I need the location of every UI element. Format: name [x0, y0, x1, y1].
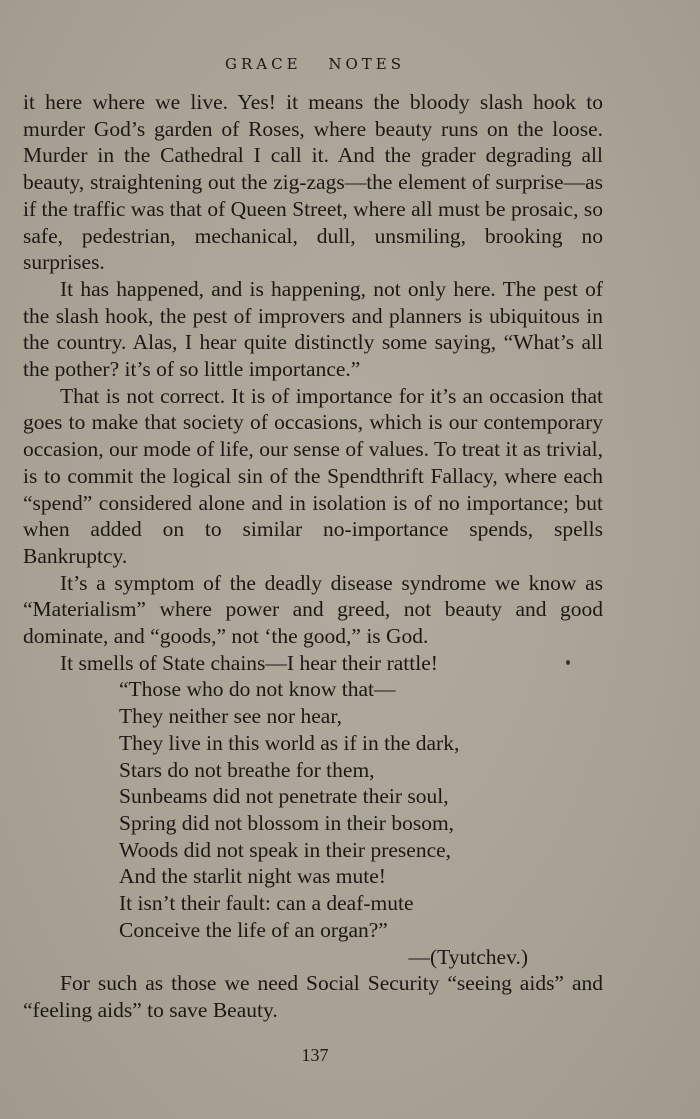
verse-line: Stars do not breathe for them, [119, 757, 375, 782]
paragraph: It has happened, and is happening, not only here. The pest of the slash hook, the pest of improvers and planners is ubiquitous in the country. Alas, I hear quite distinctly some saying, “What’s all the pother? it’s of so little importance.” [23, 276, 603, 382]
verse-attribution: —(Tyutchev.) [408, 944, 528, 969]
paragraph-continuation: it here where we live. Yes! it means the bloody slash hook to murder God’s garden of Roses, where beauty runs on the loose. Murder in the Cathedral I call it. And the grader degrading all beauty, straightening out the zig-zags—the element of surprise—as if the traffic was that of Queen Street, where all must be prosaic, so safe, pedestrian, mechanical, dull, unsmiling, brooking no surprises. [23, 90, 603, 275]
paragraph: It smells of State chains—I hear their rattle! [60, 650, 438, 675]
verse-line: They neither see nor hear, [119, 704, 342, 729]
verse-line: Sunbeams did not penetrate their soul, [119, 784, 449, 809]
body-text [23, 89, 603, 1024]
verse-line: Spring did not blossom in their bosom, [119, 810, 455, 835]
paper-speck [566, 660, 570, 665]
verse-quotation [23, 676, 603, 943]
closing-paragraph: For such as those we need Social Security “seeing aids” and “feeling aids” to save Beauty. [23, 971, 603, 1022]
verse-line: It isn’t their fault: can a deaf-mute [119, 891, 414, 916]
running-head: GRACE NOTES [225, 55, 405, 73]
page-number: 137 [301, 1045, 329, 1065]
verse-line: Woods did not speak in their presence, [119, 837, 452, 862]
verse-line: “Those who do not know that— [119, 677, 396, 702]
paragraph: It’s a symptom of the deadly disease syndrome we know as “Materialism” where power and greed, not beauty and good dominate, and “goods,” not ‘the good,” is God. [23, 570, 603, 649]
verse-line: Conceive the life of an organ?” [119, 917, 388, 942]
verse-line: They live in this world as if in the dark, [119, 730, 460, 755]
verse-line: And the starlit night was mute! [119, 864, 386, 889]
paragraph: That is not correct. It is of importance for it’s an occasion that goes to make that society of occasions, which is our contemporary occasion, our mode of life, our sense of values. To treat it as trivial, is to commit the logical sin of the Spendthrift Fallacy, where each “spend” considered alone and in isolation is of no importance; but when added on to similar no-importance spends, spells Bankruptcy. [23, 383, 603, 568]
